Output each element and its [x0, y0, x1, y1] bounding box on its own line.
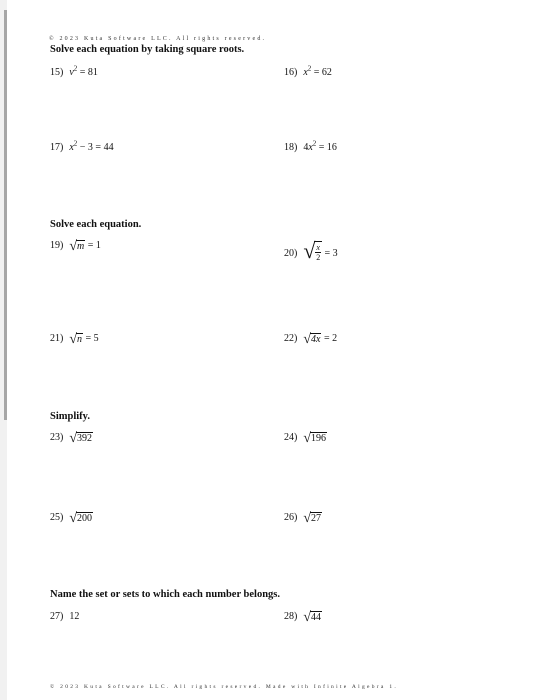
fraction	[315, 243, 321, 262]
radicand: n	[77, 334, 83, 345]
equation-rest: = 16	[316, 142, 337, 153]
section-heading-simplify: Simplify.	[50, 411, 90, 422]
problem-21	[50, 333, 99, 346]
radicand: 4x	[311, 334, 321, 345]
scrollbar[interactable]	[4, 10, 7, 420]
radicand: 392	[77, 433, 93, 444]
variable: x	[308, 142, 313, 153]
section-heading-square-roots: Solve each equation by taking square roots.	[50, 44, 245, 55]
radicand: 44	[311, 612, 322, 623]
left-edge	[0, 0, 7, 700]
footer-notice: © 2023 Kuta Software LLC. All rights reserved. Made with Infinite Algebra 1.	[50, 684, 399, 690]
equation-rest: = 81	[77, 67, 98, 78]
problem-28	[284, 611, 322, 624]
radical: √ 27	[303, 511, 322, 526]
variable: x	[69, 142, 74, 153]
problem-22	[284, 333, 337, 346]
section-heading-number-sets: Name the set or sets to which each number belongs.	[50, 589, 281, 600]
equation-rest: = 62	[311, 67, 332, 78]
coefficient: 4	[303, 142, 309, 153]
problem-25	[50, 512, 93, 525]
problem-19	[50, 240, 101, 253]
denominator: 2	[316, 253, 321, 262]
problem-18	[284, 139, 337, 153]
problem-number: 16)	[284, 67, 298, 78]
problem-number: 27)	[50, 611, 64, 622]
exponent: 2	[73, 139, 78, 148]
radical: √ $\frac{x}{2}$	[303, 238, 321, 263]
equation-rest: = 5	[83, 333, 99, 344]
problem-number: 26)	[284, 512, 298, 523]
variable: x	[303, 67, 308, 78]
problem-17	[50, 139, 114, 153]
problem-23	[50, 432, 93, 445]
radical: √ n	[69, 332, 83, 347]
radicand: m	[77, 241, 85, 252]
equation-rest: = 2	[321, 333, 338, 344]
equation-rest: − 3 = 44	[77, 142, 114, 153]
problem-15	[50, 64, 98, 78]
problem-number: 20)	[284, 248, 298, 259]
radical: √ m	[69, 239, 85, 254]
number-value: 12	[69, 611, 80, 622]
problem-number: 17)	[50, 142, 64, 153]
radical: √ 44	[303, 610, 322, 625]
problem-number: 18)	[284, 142, 298, 153]
problem-26	[284, 512, 322, 525]
problem-27	[50, 611, 79, 622]
problem-number: 21)	[50, 333, 64, 344]
problem-number: 24)	[284, 432, 298, 443]
radicand: 200	[77, 513, 93, 524]
problem-number: 25)	[50, 512, 64, 523]
radical: √ 392	[69, 431, 93, 446]
radical: √ 196	[303, 431, 327, 446]
variable: v	[69, 67, 74, 78]
radicand: 27	[311, 513, 322, 524]
problem-20	[284, 240, 338, 262]
problem-number: 28)	[284, 611, 298, 622]
copyright-notice: © 2023 Kuta Software LLC. All rights reserved.	[49, 36, 267, 42]
radical: √ 200	[69, 511, 93, 526]
radical: √ 4x	[303, 332, 321, 347]
radicand: 196	[311, 433, 327, 444]
section-heading-solve: Solve each equation.	[50, 219, 142, 230]
numerator: x	[316, 243, 320, 252]
problem-24	[284, 432, 327, 445]
problem-number: 15)	[50, 67, 64, 78]
equation-rest: = 1	[85, 240, 101, 251]
problem-number: 19)	[50, 240, 64, 251]
problem-16	[284, 64, 332, 78]
exponent: 2	[73, 64, 78, 73]
exponent: 2	[307, 64, 312, 73]
equation-rest: = 3	[321, 248, 338, 259]
problem-number: 22)	[284, 333, 298, 344]
exponent: 2	[312, 139, 317, 148]
problem-number: 23)	[50, 432, 64, 443]
